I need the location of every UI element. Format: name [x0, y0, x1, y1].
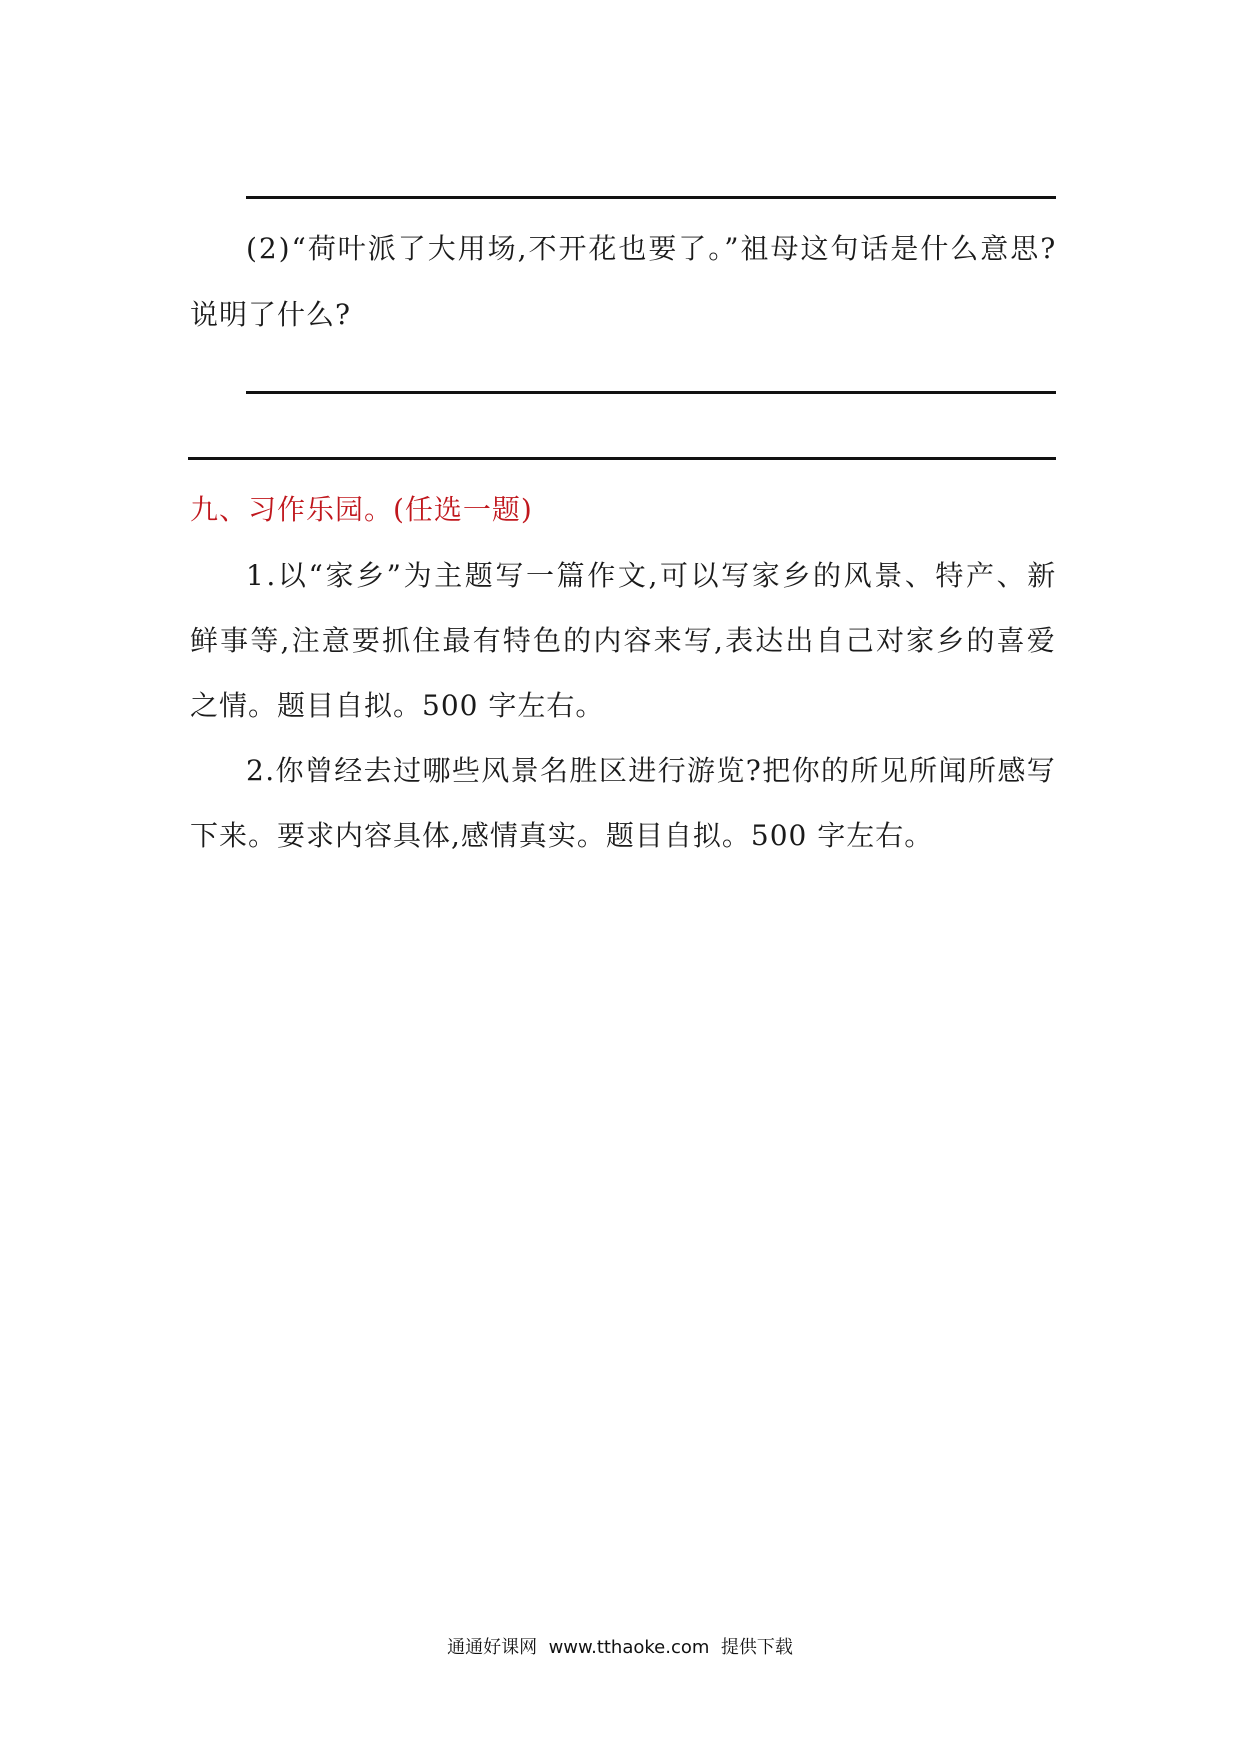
prompt-2-line-2	[190, 818, 933, 854]
prompt-1-line-1	[246, 558, 1056, 594]
prompt-1-line-3	[190, 688, 604, 724]
prompt-1-text-3: 之情。题目自拟。500 字左右。	[190, 689, 605, 722]
question-2-text-2: 说明了什么?	[190, 298, 352, 331]
prompt-2-text-2: 下来。要求内容具体,感情真实。题目自拟。500 字左右。	[190, 819, 934, 852]
prompt-1-line-2	[190, 623, 1056, 659]
prompt-1-text-2: 鲜事等,注意要抓住最有特色的内容来写,表达出自己对家乡的喜爱	[190, 624, 1057, 657]
prompt-1-text-1: 1.以“家乡”为主题写一篇作文,可以写家乡的风景、特产、新	[246, 559, 1058, 592]
answer-line-3	[188, 457, 1056, 460]
footer-credit: 通通好课网 www.tthaoke.com 提供下载	[447, 1637, 793, 1658]
question-2-line-2	[190, 297, 351, 333]
prompt-2-text-1: 2.你曾经去过哪些风景名胜区进行游览?把你的所见所闻所感写	[246, 754, 1057, 787]
answer-line-1	[246, 196, 1056, 199]
question-2-text-1: (2)“荷叶派了大用场,不开花也要了。”祖母这句话是什么意思?	[246, 232, 1058, 265]
prompt-2-line-1	[246, 753, 1056, 789]
answer-line-2	[246, 391, 1056, 394]
section-9-heading-text: 九、习作乐园。(任选一题)	[190, 493, 533, 526]
section-9-heading	[190, 492, 533, 528]
question-2-line-1	[246, 231, 1056, 267]
